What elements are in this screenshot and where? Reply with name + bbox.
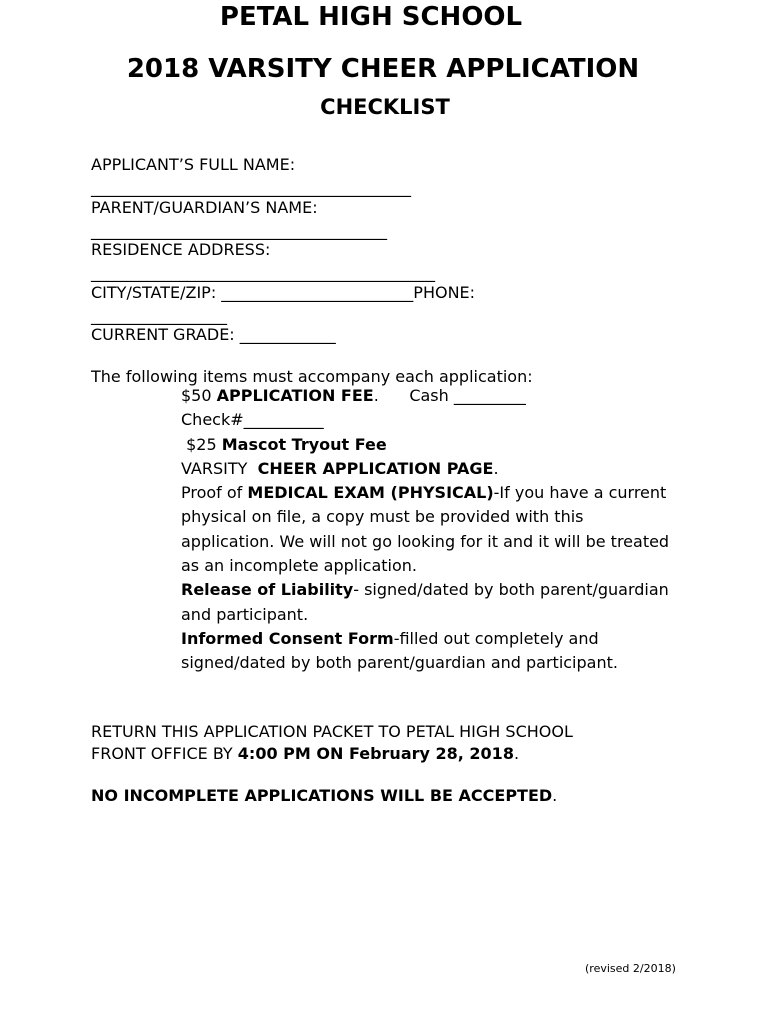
city-state-zip-field[interactable]: ________________________ — [221, 283, 414, 302]
incomplete-notice-text: NO INCOMPLETE APPLICATIONS WILL BE ACCEPTED — [91, 786, 553, 805]
checklist-items — [157, 384, 677, 676]
cash-field[interactable]: . Cash _________ — [373, 386, 526, 405]
parent-name-field[interactable]: _____________________________________ — [91, 221, 387, 240]
return-suffix: . — [513, 744, 520, 763]
checklist-intro: The following items must accompany each application: — [91, 367, 533, 386]
medical-exam-label: MEDICAL EXAM (PHYSICAL) — [247, 483, 494, 503]
phone-label: PHONE: — [413, 283, 476, 302]
return-instructions-line1: RETURN THIS APPLICATION PACKET TO PETAL HIGH SCHOOL — [91, 722, 573, 741]
cheer-application-page-label: CHEER APPLICATION PAGE — [257, 458, 494, 478]
current-grade-field[interactable]: ____________ — [239, 325, 336, 344]
medical-description: -If you have a current physical on file, a copy must be provided with this application. We will not go looking for it and it will be treated as an incomplete application. — [181, 483, 670, 576]
deadline: 4:00 PM ON February 28, 2018 — [237, 744, 514, 763]
list-item — [157, 627, 677, 676]
phone-field[interactable]: _________________ — [91, 306, 227, 325]
residence-address-label: RESIDENCE ADDRESS: — [91, 240, 271, 259]
consent-description: -filled out completely and signed/dated by both parent/guardian and participant. — [181, 628, 618, 673]
medical-prefix: Proof of — [181, 483, 248, 503]
informed-consent-label: Informed Consent Form — [181, 628, 394, 648]
city-state-zip-row — [91, 283, 475, 303]
school-name: PETAL HIGH SCHOOL — [219, 2, 523, 32]
current-grade-label: CURRENT GRADE: — [91, 325, 240, 344]
varsity-prefix: VARSITY — [181, 458, 258, 478]
release-of-liability-label: Release of Liability — [181, 580, 354, 600]
application-fee-label: APPLICATION FEE — [216, 386, 374, 405]
revision-note: (revised 2/2018) — [585, 962, 676, 975]
current-grade-row — [91, 325, 336, 345]
check-number-field[interactable]: Check#__________ — [181, 410, 324, 430]
mascot-fee-prefix: $25 — [181, 434, 222, 454]
residence-address-field[interactable]: ___________________________________________ — [91, 263, 435, 282]
return-instructions-line2 — [91, 744, 519, 764]
application-title: 2018 VARSITY CHEER APPLICATION — [126, 54, 640, 84]
applicant-name-field[interactable]: ________________________________________ — [91, 178, 411, 197]
incomplete-notice-suffix: . — [552, 786, 558, 805]
list-item — [157, 481, 677, 578]
parent-name-label: PARENT/GUARDIAN’S NAME: — [91, 198, 318, 217]
varsity-suffix: . — [493, 458, 499, 478]
applicant-name-label: APPLICANT’S FULL NAME: — [91, 155, 296, 174]
incomplete-notice — [91, 786, 557, 806]
list-item — [157, 578, 677, 627]
release-description: - signed/dated by both parent/guardian and participant. — [181, 580, 669, 624]
fee-prefix: $50 — [181, 386, 217, 405]
list-item — [157, 384, 677, 457]
city-state-zip-label: CITY/STATE/ZIP: — [91, 283, 222, 302]
checklist-subtitle: CHECKLIST — [320, 95, 450, 119]
return-prefix: FRONT OFFICE BY — [91, 744, 238, 763]
list-item — [157, 457, 677, 481]
mascot-fee-label: Mascot Tryout Fee — [221, 434, 387, 454]
